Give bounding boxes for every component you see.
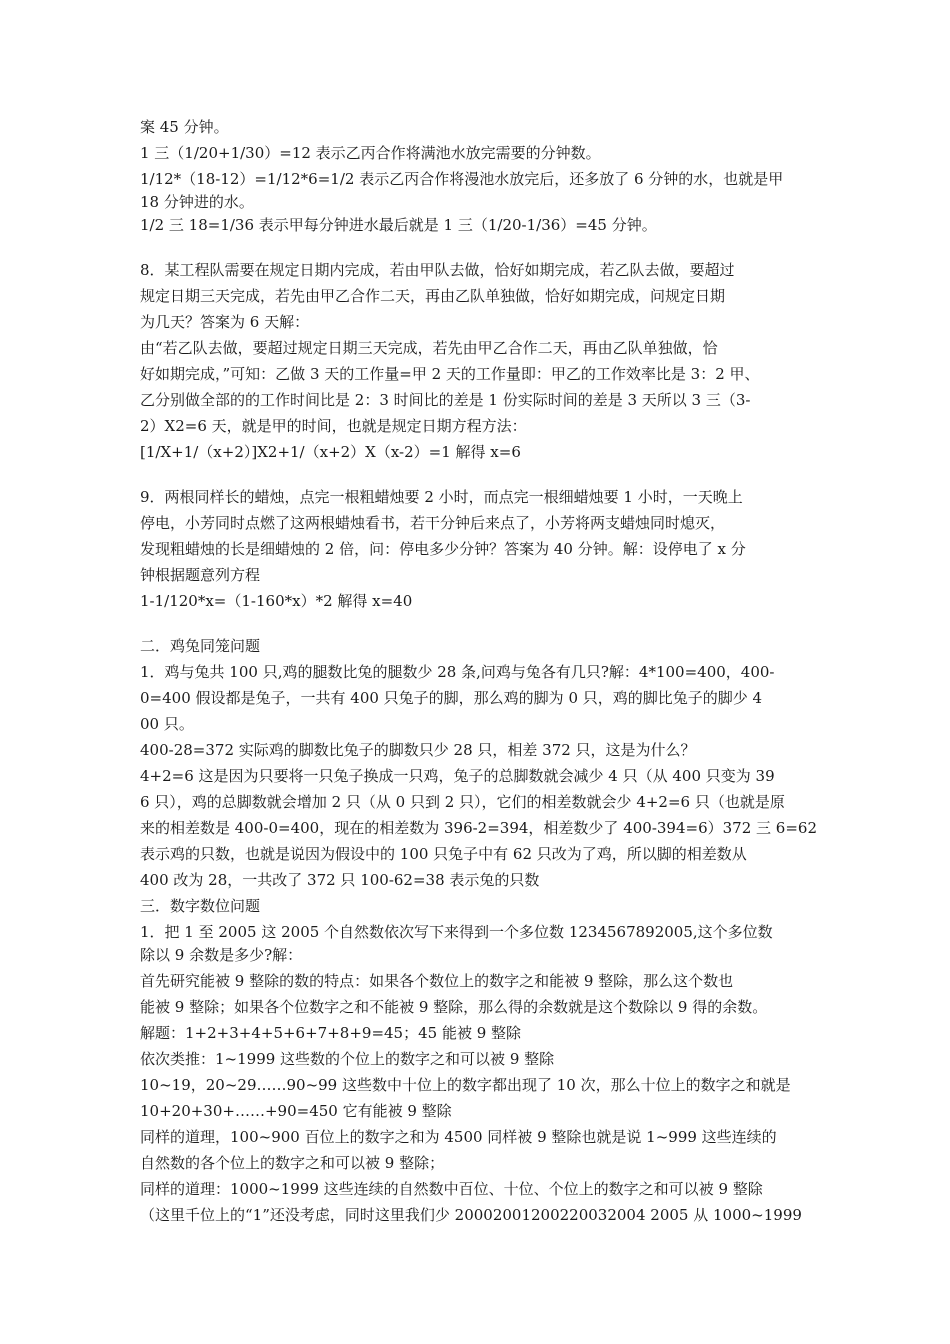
text-line: 1/12*（18-12）=1/12*6=1/2 表示乙丙合作将漫池水放完后，还多放了 6 分钟的水，也就是甲	[140, 170, 784, 188]
text-line: 钟根据题意列方程	[140, 566, 261, 584]
document-body	[140, 116, 820, 1227]
text-line: 自然数的各个位上的数字之和可以被 9 整除；	[140, 1154, 445, 1172]
text-line: 1/2 三 18=1/36 表示甲每分钟进水最后就是 1 三（1/20-1/36）=45 分钟。	[140, 216, 657, 234]
text-line: 同样的道理：1000~1999 这些连续的自然数中百位、十位、个位上的数字之和可以被 9 整除	[140, 1180, 763, 1198]
text-line: 能被 9 整除；如果各个位数字之和不能被 9 整除，那么得的余数就是这个数除以 9 得的余数。	[140, 998, 768, 1016]
text-line: 来的相差数是 400-0=400，现在的相差数为 396-2=394，相差数少了 400-394=6）372 三 6=62	[140, 819, 817, 837]
text-line: 首先研究能被 9 整除的数的特点：如果各个数位上的数字之和能被 9 整除，那么这个数也	[140, 972, 734, 990]
text-line: 除以 9 余数是多少?解：	[140, 946, 303, 964]
text-line: 1．把 1 至 2005 这 2005 个自然数依次写下来得到一个多位数 1234567892005,这个多位数	[140, 923, 773, 941]
text-line: 400-28=372 实际鸡的脚数比兔子的脚数只少 28 只，相差 372 只，这是为什么？	[140, 741, 696, 759]
text-line: 9．两根同样长的蜡烛，点完一根粗蜡烛要 2 小时，而点完一根细蜡烛要 1 小时，一天晚上	[140, 488, 743, 506]
text-line: 表示鸡的只数，也就是说因为假设中的 100 只兔子中有 62 只改为了鸡，所以脚的相差数从	[140, 845, 747, 863]
text-line: 规定日期三天完成，若先由甲乙合作二天，再由乙队单独做，恰好如期完成，问规定日期	[140, 287, 726, 305]
text-line: 8．某工程队需要在规定日期内完成，若由甲队去做，恰好如期完成，若乙队去做，要超过	[140, 261, 735, 279]
text-line: 6 只），鸡的总脚数就会增加 2 只（从 0 只到 2 只），它们的相差数就会少 4+2=6 只（也就是原	[140, 793, 785, 811]
section-heading: 二．鸡兔同笼问题	[140, 637, 261, 655]
text-line: 停电，小芳同时点燃了这两根蜡烛看书，若干分钟后来点了，小芳将两支蜡烛同时熄灭，	[140, 514, 726, 532]
text-line: 10~19，20~29……90~99 这些数中十位上的数字都出现了 10 次，那么十位上的数字之和就是	[140, 1076, 791, 1094]
text-line: （这里千位上的“1”还没考虑，同时这里我们少 20002001200220032004 2005 从 1000~1999	[140, 1206, 802, 1224]
text-line: 0=400 假设都是兔子，一共有 400 只兔子的脚，那么鸡的脚为 0 只，鸡的脚比兔子的脚少 4	[140, 689, 763, 707]
text-line: 1-1/120*x=（1-160*x）*2 解得 x=40	[140, 592, 413, 610]
text-line: 18 分钟进的水。	[140, 193, 254, 211]
text-line: 乙分别做全部的的工作时间比是 2：3 时间比的差是 1 份实际时间的差是 3 天所以 3 三（3-	[140, 391, 751, 409]
text-line: 解题：1+2+3+4+5+6+7+8+9=45；45 能被 9 整除	[140, 1024, 522, 1042]
text-line: 由“若乙队去做，要超过规定日期三天完成，若先由甲乙合作二天，再由乙队单独做，恰	[140, 339, 718, 357]
text-line: 00 只。	[140, 715, 194, 733]
text-line: 1．鸡与兔共 100 只,鸡的腿数比兔的腿数少 28 条,问鸡与兔各有几只?解：4*100=400，400-	[140, 663, 775, 681]
text-line: 1 三（1/20+1/30）=12 表示乙丙合作将满池水放完需要的分钟数。	[140, 144, 601, 162]
text-line: 为几天？答案为 6 天解：	[140, 313, 310, 331]
text-line: 4+2=6 这是因为只要将一只兔子换成一只鸡，兔子的总脚数就会减少 4 只（从 400 只变为 39	[140, 767, 775, 785]
text-line: [1/X+1/（x+2）]X2+1/（x+2）X（x-2）=1 解得 x=6	[140, 443, 521, 461]
text-line: 2）X2=6 天，就是甲的时间，也就是规定日期方程方法：	[140, 417, 527, 435]
text-line: 400 改为 28，一共改了 372 只 100-62=38 表示兔的只数	[140, 871, 540, 889]
text-line: 依次类推：1~1999 这些数的个位上的数字之和可以被 9 整除	[140, 1050, 555, 1068]
text-line: 10+20+30+……+90=450 它有能被 9 整除	[140, 1102, 452, 1120]
section-heading: 三．数字数位问题	[140, 897, 261, 915]
text-line: 案 45 分钟。	[140, 118, 229, 136]
text-line: 发现粗蜡烛的长是细蜡烛的 2 倍，问：停电多少分钟？答案为 40 分钟。解：设停电了 x 分	[140, 540, 746, 558]
text-line: 好如期完成，”可知：乙做 3 天的工作量=甲 2 天的工作量即：甲乙的工作效率比是 3：2 甲、	[140, 365, 760, 383]
text-line: 同样的道理，100~900 百位上的数字之和为 4500 同样被 9 整除也就是说 1~999 这些连续的	[140, 1128, 777, 1146]
